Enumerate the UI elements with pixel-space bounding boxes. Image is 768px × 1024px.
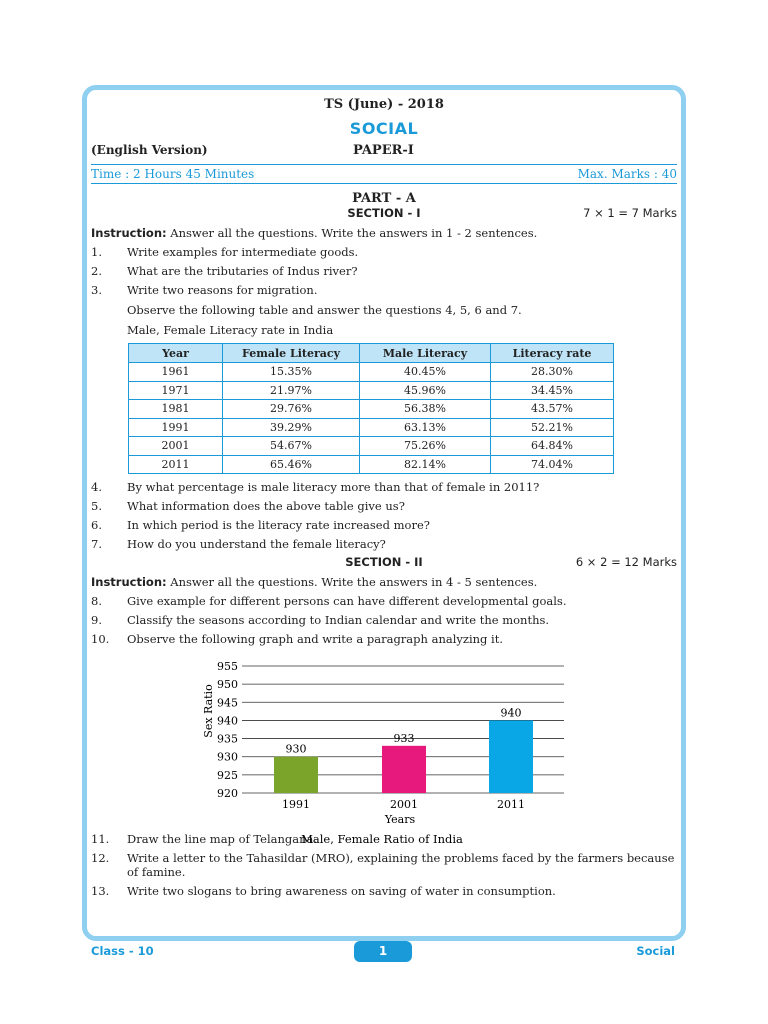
table-cell: 29.76%	[223, 400, 360, 419]
y-tick-label: 930	[217, 750, 238, 764]
table-cell: 28.30%	[491, 363, 614, 382]
literacy-table	[128, 343, 614, 474]
instruction-text: Answer all the questions. Write the answers in 4 - 5 sentences.	[166, 575, 538, 589]
table-cell: 34.45%	[491, 381, 614, 400]
question-text: In which period is the literacy rate increased more?	[127, 518, 430, 532]
question-1	[91, 243, 677, 262]
y-axis-label: Sex Ratio	[202, 684, 215, 738]
table-row	[129, 400, 614, 419]
table-cell: 1991	[129, 418, 223, 437]
exam-title: TS (June) - 2018	[324, 97, 444, 112]
table-header-row	[129, 344, 614, 363]
section-2-title: SECTION - II	[345, 555, 423, 569]
table-cell: 15.35%	[223, 363, 360, 382]
section-2-instruction	[91, 573, 677, 592]
table-cell: 43.57%	[491, 400, 614, 419]
question-text: Observe the following graph and write a paragraph analyzing it.	[127, 632, 503, 646]
question-number: 12.	[91, 851, 110, 865]
question-2	[91, 262, 677, 281]
table-row	[129, 455, 614, 474]
question-text: Write two reasons for migration.	[127, 283, 318, 297]
table-cell: 63.13%	[360, 418, 491, 437]
question-number: 3.	[91, 283, 102, 297]
chart-svg	[200, 656, 580, 851]
question-text: How do you understand the female literacy?	[127, 537, 386, 551]
table-cell: 1961	[129, 363, 223, 382]
footer-subject: Social	[636, 944, 675, 958]
question-text: What are the tributaries of Indus river?	[127, 264, 358, 278]
part-title: PART - A	[352, 191, 416, 206]
paper-label: PAPER-I	[353, 143, 414, 158]
table-row	[129, 363, 614, 382]
table-cell: 65.46%	[223, 455, 360, 474]
table-cell: 2001	[129, 437, 223, 456]
question-number: 10.	[91, 632, 110, 646]
question-text: Draw the line map of Telangana.	[127, 832, 318, 846]
table-cell: 39.29%	[223, 418, 360, 437]
question-number: 9.	[91, 613, 102, 627]
page-number: 1	[354, 941, 412, 962]
bar-value-label: 930	[285, 742, 307, 756]
table-cell: 1971	[129, 381, 223, 400]
table-cell: 2011	[129, 455, 223, 474]
section-1-instruction	[91, 224, 677, 243]
bar-2011	[489, 720, 533, 793]
y-tick-label: 935	[217, 732, 238, 746]
footer-class: Class - 10	[91, 944, 154, 958]
table-cell: 75.26%	[360, 437, 491, 456]
section-1-marks: 7 × 1 = 7 Marks	[583, 206, 677, 220]
bar-2001	[382, 746, 426, 793]
y-tick-label: 945	[217, 696, 238, 710]
bar-value-label: 933	[393, 731, 415, 745]
instruction-label: Instruction:	[91, 575, 167, 589]
question-13	[91, 882, 677, 901]
question-10	[91, 630, 677, 649]
chart-bars	[274, 706, 533, 811]
y-tick-label: 920	[217, 787, 238, 800]
question-text: Write two slogans to bring awareness on saving of water in consumption.	[127, 884, 556, 898]
table-cell: 64.84%	[491, 437, 614, 456]
question-text: Classify the seasons according to Indian calendar and write the months.	[127, 613, 550, 627]
table-cell: 74.04%	[491, 455, 614, 474]
x-axis-label: Years	[384, 813, 416, 826]
column-header: Male Literacy	[360, 344, 491, 363]
section-2-header	[91, 555, 677, 573]
section-1-title: SECTION - I	[347, 206, 421, 220]
table-cell: 21.97%	[223, 381, 360, 400]
table-observe-text: Observe the following table and answer the questions 4, 5, 6 and 7.	[127, 303, 522, 317]
table-cell: 52.21%	[491, 418, 614, 437]
table-row	[129, 381, 614, 400]
time-marks-bar	[91, 164, 677, 184]
x-tick-label: 2001	[390, 798, 418, 811]
max-marks-label: Max. Marks : 40	[577, 167, 677, 181]
question-number: 1.	[91, 245, 102, 259]
instruction-label: Instruction:	[91, 226, 167, 240]
table-row	[129, 418, 614, 437]
question-12	[91, 849, 677, 882]
question-text: Give example for different persons can have different developmental goals.	[127, 594, 567, 608]
question-text: What information does the above table give us?	[127, 499, 405, 513]
column-header: Year	[129, 344, 223, 363]
table-cell: 54.67%	[223, 437, 360, 456]
subject-title: SOCIAL	[349, 119, 419, 138]
question-number: 5.	[91, 499, 102, 513]
y-tick-label: 925	[217, 768, 238, 782]
question-number: 4.	[91, 480, 102, 494]
chart-title: Male, Female Ratio of India	[301, 832, 463, 846]
bar-1991	[274, 757, 318, 793]
question-text: Write examples for intermediate goods.	[127, 245, 359, 259]
time-label: Time : 2 Hours 45 Minutes	[91, 167, 255, 181]
x-tick-label: 2011	[497, 798, 525, 811]
question-8	[91, 592, 677, 611]
column-header: Literacy rate	[491, 344, 614, 363]
question-number: 6.	[91, 518, 102, 532]
question-3	[91, 281, 677, 300]
section-1-header	[91, 206, 677, 224]
table-cell: 56.38%	[360, 400, 491, 419]
bar-value-label: 940	[500, 706, 522, 720]
question-text: Write a letter to the Tahasildar (MRO), explaining the problems faced by the farmers because of famine.	[127, 851, 675, 879]
question-6	[91, 516, 677, 535]
question-number: 13.	[91, 884, 110, 898]
sex-ratio-chart	[200, 656, 580, 851]
y-tick-label: 940	[217, 714, 238, 728]
table-cell: 45.96%	[360, 381, 491, 400]
question-7	[91, 535, 677, 554]
question-number: 7.	[91, 537, 102, 551]
question-number: 11.	[91, 832, 110, 846]
table-cell: 82.14%	[360, 455, 491, 474]
y-tick-label: 950	[217, 678, 238, 692]
version-row	[91, 143, 677, 161]
x-tick-label: 1991	[282, 798, 310, 811]
version-label: (English Version)	[91, 143, 208, 157]
y-tick-label: 955	[217, 660, 238, 673]
question-text: By what percentage is male literacy more than that of female in 2011?	[127, 480, 540, 494]
question-4	[91, 478, 677, 497]
table-cell: 1981	[129, 400, 223, 419]
instruction-text: Answer all the questions. Write the answers in 1 - 2 sentences.	[166, 226, 538, 240]
section-2-marks: 6 × 2 = 12 Marks	[575, 555, 677, 569]
table-row	[129, 437, 614, 456]
question-number: 8.	[91, 594, 102, 608]
question-9	[91, 611, 677, 630]
table-caption: Male, Female Literacy rate in India	[127, 323, 334, 337]
question-5	[91, 497, 677, 516]
column-header: Female Literacy	[223, 344, 360, 363]
table-cell: 40.45%	[360, 363, 491, 382]
question-number: 2.	[91, 264, 102, 278]
